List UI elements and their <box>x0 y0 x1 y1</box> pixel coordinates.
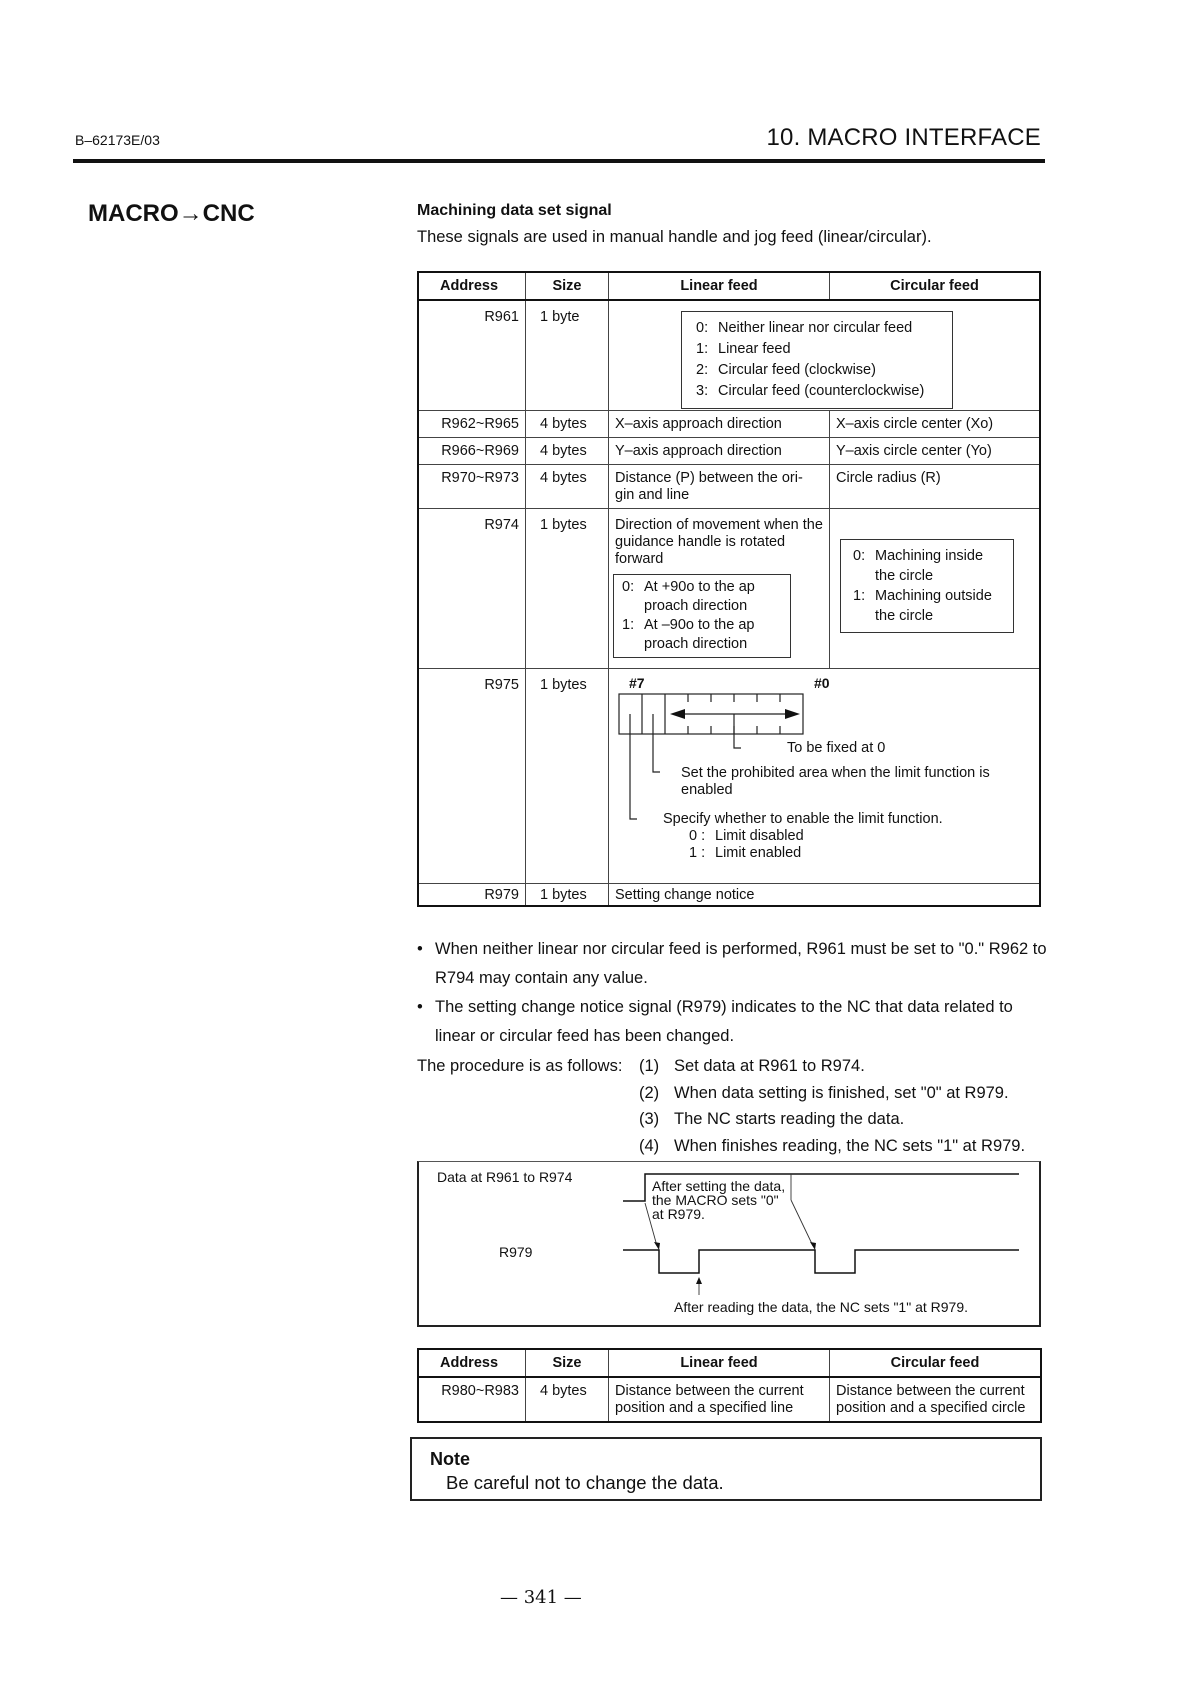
section-description: These signals are used in manual handle and jog feed (linear/circular). <box>417 228 932 246</box>
linear-cell: Y–axis approach direction <box>615 442 782 459</box>
option-item: 1: Machining outside the circle <box>853 587 992 624</box>
r979-waveform <box>623 1250 1019 1273</box>
option-item: 1: Linear feed <box>696 341 791 357</box>
linear-cell: X–axis approach direction <box>615 415 782 432</box>
header-linear-feed: Linear feed <box>609 1349 830 1377</box>
bullet-list <box>417 935 1047 1051</box>
size-cell: 1 bytes <box>540 886 587 903</box>
size-cell: 4 bytes <box>540 415 587 432</box>
size-cell: 4 bytes <box>540 1383 587 1399</box>
size-cell: 1 bytes <box>540 516 587 533</box>
address-cell: R970~R973 <box>441 469 519 486</box>
address-cell: R962~R965 <box>441 415 519 432</box>
header-rule <box>73 159 1045 163</box>
note-title: Note <box>430 1449 470 1469</box>
bit6-note: Set the prohibited area when the limit function is enabled <box>681 764 990 798</box>
table-row <box>418 410 1040 437</box>
bit-high-label: #7 <box>629 674 645 691</box>
table-header-row <box>418 272 1040 300</box>
timing-diagram <box>417 1161 1041 1327</box>
linear-cell: Distance between the current position and a specified line <box>615 1383 804 1416</box>
linear-cell: Distance (P) between the ori- gin and line <box>615 469 803 503</box>
data-signal-label: Data at R961 to R974 <box>437 1169 573 1185</box>
table-header-row <box>418 1349 1041 1377</box>
table-row <box>418 668 1040 883</box>
table-row <box>418 1377 1041 1422</box>
table-row <box>418 508 1040 668</box>
chapter-title: 10. MACRO INTERFACE <box>766 124 1041 151</box>
table-row <box>418 300 1040 410</box>
arrow-right-icon <box>785 709 800 719</box>
size-cell: 4 bytes <box>540 442 587 459</box>
size-cell: 4 bytes <box>540 469 587 486</box>
procedure <box>417 1053 1025 1159</box>
size-cell: 1 byte <box>540 309 580 325</box>
table-row <box>418 883 1040 906</box>
table-row <box>418 437 1040 464</box>
option-item: 0 : Limit disabled <box>689 827 804 844</box>
page-number: — 341 — <box>500 1587 582 1608</box>
header-linear-feed: Linear feed <box>609 272 830 300</box>
procedure-step: (4) When finishes reading, the NC sets "1" at R979. <box>639 1136 1026 1155</box>
arrow-icon <box>654 1242 660 1250</box>
linear-cell: Direction of movement when the guidance handle is rotated forward <box>615 516 823 567</box>
side-section-title: MACRO→CNC <box>88 200 255 227</box>
nc-note: After reading the data, the NC sets "1" at R979. <box>674 1299 968 1315</box>
r974-circular-options-box <box>840 539 1014 633</box>
circular-cell: Distance between the current position and a specified circle <box>836 1383 1026 1416</box>
procedure-step: (3) The NC starts reading the data. <box>639 1110 905 1128</box>
option-item: 0: At +90o to the ap proach direction <box>622 578 755 614</box>
address-cell: R980~R983 <box>441 1383 519 1399</box>
option-item: 0: Neither linear nor circular feed <box>696 320 913 336</box>
bullet-item: • The setting change notice signal (R979) indicates to the NC that data related to linear or circular feed has been changed. <box>417 998 1013 1045</box>
section-title: Machining data set signal <box>417 202 612 219</box>
macro-note: After setting the data, the MACRO sets "0" at R979. <box>652 1178 786 1222</box>
fixed-bits-note: To be fixed at 0 <box>787 739 886 756</box>
circular-cell: X–axis circle center (Xo) <box>836 415 994 432</box>
distance-table <box>417 1348 1042 1423</box>
arrow-icon <box>810 1242 816 1250</box>
procedure-step: The procedure is as follows: (1) Set data at R961 to R974. <box>417 1053 1025 1080</box>
r974-linear-options-box <box>613 574 791 658</box>
header-address: Address <box>418 1349 526 1377</box>
note-text: Be careful not to change the data. <box>446 1472 724 1493</box>
address-cell: R979 <box>484 886 519 903</box>
address-cell: R961 <box>484 309 519 325</box>
size-cell: 1 bytes <box>540 676 587 693</box>
bit7-note: Specify whether to enable the limit function. <box>663 810 943 827</box>
circular-cell: Circle radius (R) <box>836 469 941 486</box>
option-item: 3: Circular feed (counterclockwise) <box>696 383 925 399</box>
arrow-left-icon <box>670 709 685 719</box>
option-item: 1: At –90o to the ap proach direction <box>622 616 755 652</box>
note-box <box>410 1437 1042 1501</box>
circular-cell: Y–axis circle center (Yo) <box>836 442 992 459</box>
description-cell: Setting change notice <box>615 886 755 903</box>
option-item: 0: Machining inside the circle <box>853 547 984 584</box>
address-cell: R966~R969 <box>441 442 519 459</box>
up-arrow-icon <box>696 1277 702 1284</box>
header-circular-feed: Circular feed <box>830 272 1041 300</box>
address-cell: R975 <box>484 676 519 693</box>
header-address: Address <box>418 272 526 300</box>
bit7-options <box>689 828 804 862</box>
signal-table <box>417 271 1041 907</box>
option-item: 1 : Limit enabled <box>689 844 802 861</box>
r961-options-box <box>681 311 953 409</box>
option-item: 2: Circular feed (clockwise) <box>696 362 876 378</box>
header-size: Size <box>526 272 609 300</box>
procedure-lead: The procedure is as follows: <box>417 1057 623 1075</box>
header-size: Size <box>526 1349 609 1377</box>
bit-low-label: #0 <box>814 674 830 691</box>
r979-signal-label: R979 <box>499 1244 533 1260</box>
document-id: B–62173E/03 <box>75 132 160 148</box>
header-circular-feed: Circular feed <box>830 1349 1042 1377</box>
procedure-step: (2) When data setting is finished, set "0" at R979. <box>639 1083 1009 1102</box>
table-row <box>418 464 1040 508</box>
bullet-item: • When neither linear nor circular feed is performed, R961 must be set to "0." R962 to R794 may contain any value. <box>417 940 1047 987</box>
address-cell: R974 <box>484 516 519 533</box>
